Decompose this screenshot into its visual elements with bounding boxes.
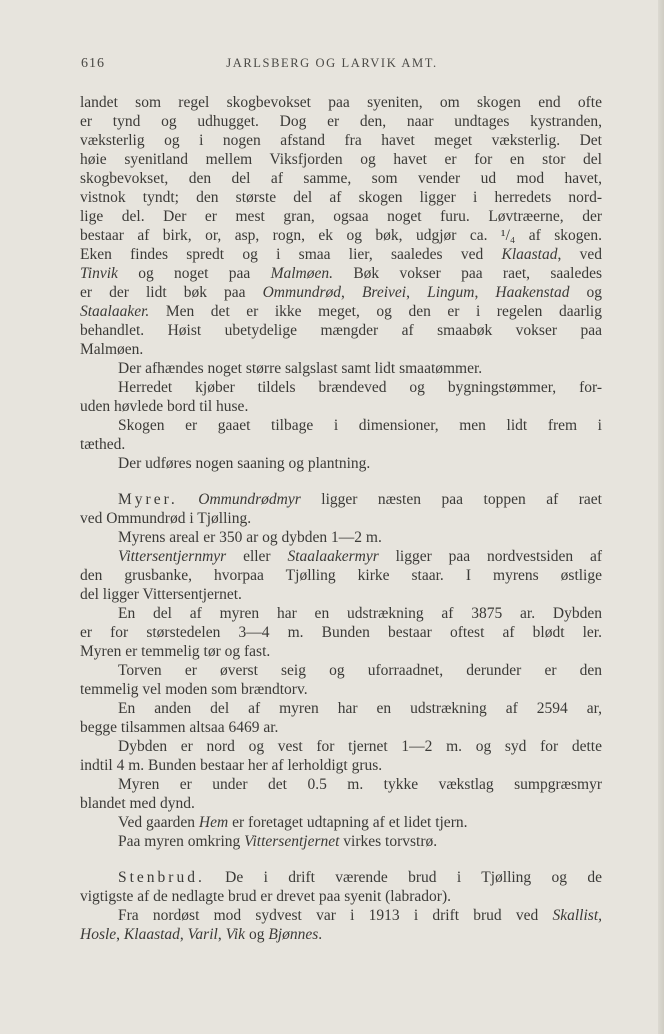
text-line: Eken findes spredt og i smaa lier, saaledes ved Klaastad, ved <box>80 246 602 263</box>
paragraph <box>80 528 602 547</box>
section-heading: Stenbrud. <box>118 869 205 886</box>
body-text <box>80 93 602 944</box>
paragraph <box>80 868 602 906</box>
text-line: begge tilsammen altsaa 6469 ar. <box>80 719 279 736</box>
paragraph <box>80 813 602 832</box>
text-line: indtil 4 m. Bunden bestaar her af lerholdigt grus. <box>80 757 383 774</box>
text-line: er tynd og udhugget. Dog er den, naar undtages kystranden, <box>80 113 602 130</box>
page-header <box>0 56 664 76</box>
section-gap <box>80 851 602 868</box>
italic-name: Skallist, <box>552 907 602 924</box>
italic-name: Vittersentjernmyr <box>118 548 227 565</box>
text-line: er for størstedelen 3—4 m. Bunden bestaar oftest af blødt ler. <box>80 624 602 641</box>
page-number: 616 <box>81 56 105 71</box>
text-line: Stenbrud. De i drift værende brud i Tjølling og de <box>118 869 602 886</box>
text-line: behandlet. Høist ubetydelige mængder af smaabøk vokser paa <box>80 322 602 339</box>
paragraph <box>80 775 602 813</box>
text-line: er der lidt bøk paa Ommundrød, Breivei, Lingum, Haakenstad og <box>80 284 603 301</box>
paragraph <box>80 416 602 454</box>
paragraph <box>80 378 602 416</box>
text-line: Vittersentjernmyr eller Staalaakermyr ligger paa nordvestsiden af <box>118 548 602 565</box>
paragraph <box>80 454 602 473</box>
page-edge <box>658 0 664 1034</box>
text-line: Skogen er gaaet tilbage i dimensioner, men lidt frem i <box>118 417 602 434</box>
running-title: JARLSBERG OG LARVIK AMT. <box>226 56 438 70</box>
paragraph <box>80 906 602 944</box>
text-line: Der afhændes noget større salgslast samt lidt smaatømmer. <box>118 360 483 377</box>
paragraph <box>80 490 602 528</box>
text-line: Herredet kjøber tildels brændeved og bygningstømmer, for- <box>118 379 602 396</box>
paragraph <box>80 832 602 851</box>
text-line: Hosle, Klaastad, Varil, Vik og Bjønnes. <box>80 926 323 943</box>
italic-name: Ommundrød <box>262 284 341 301</box>
text-line: Torven er øverst seig og uforraadnet, derunder er den <box>118 662 602 679</box>
text-line: Dybden er nord og vest for tjernet 1—2 m. og syd for dette <box>118 738 602 755</box>
text-line: skogbevokset, den del af samme, som vender ud mod havet, <box>80 170 602 187</box>
text-line: Fra nordøst mod sydvest var i 1913 i drift brud ved Skallist, <box>118 907 602 924</box>
italic-name: Lingum <box>427 284 475 301</box>
paragraph <box>80 661 602 699</box>
italic-name: Malmøen. <box>270 265 334 282</box>
paragraph <box>80 93 602 359</box>
italic-name: Vittersentjernet <box>244 833 340 850</box>
text-line: del ligger Vittersentjernet. <box>80 586 242 603</box>
text-line: væksterlig og i nogen afstand fra havet meget væksterlig. Det <box>80 132 602 149</box>
text-line: Der udføres nogen saaning og plantning. <box>118 455 371 472</box>
text-line: Myrer. Ommundrødmyr ligger næsten paa toppen af raet <box>118 491 602 508</box>
paragraph <box>80 547 602 604</box>
italic-name: Tinvik <box>80 265 118 282</box>
italic-name: Klaastad <box>123 926 180 943</box>
italic-name: Ommundrødmyr <box>198 491 301 508</box>
text-line: blandet med dynd. <box>80 795 195 812</box>
italic-name: Hem <box>198 814 229 831</box>
italic-name: Breivei <box>361 284 407 301</box>
italic-name: Vik <box>225 926 246 943</box>
text-line: bestaar af birk, or, asp, rogn, ek og bøk, udgjør ca. ¹/₄ af skogen. <box>80 227 602 244</box>
text-line: Ved gaarden Hem er foretaget udtapning af et lidet tjern. <box>118 814 468 831</box>
text-line: den grusbanke, hvorpaa Tjølling kirke staar. I myrens østlige <box>80 567 602 584</box>
italic-name: Staalaakermyr <box>287 548 379 565</box>
text-line: ved Ommundrød i Tjølling. <box>80 510 252 527</box>
italic-name: Haakenstad <box>495 284 570 301</box>
text-line: vigtigste af de nedlagte brud er drevet paa syenit (labrador). <box>80 888 451 905</box>
italic-name: Bjønnes <box>268 926 319 943</box>
text-line: Malmøen. <box>80 341 144 358</box>
text-line: høie syenitland mellem Viksfjorden og havet er for en stor del <box>80 151 602 168</box>
italic-name: Hosle <box>80 926 117 943</box>
text-line: Staalaaker. Men det er ikke meget, og den er i regelen daarlig <box>80 303 602 320</box>
text-line: Myrens areal er 350 ar og dybden 1—2 m. <box>118 529 382 546</box>
text-line: Myren er under det 0.5 m. tykke vækstlag sumpgræsmyr <box>118 776 602 793</box>
text-line: Myren er temmelig tør og fast. <box>80 643 271 660</box>
text-line: landet som regel skogbevokset paa syeniten, om skogen end ofte <box>80 94 602 111</box>
italic-name: Varil <box>187 926 218 943</box>
section-heading: Myrer. <box>118 491 178 508</box>
paragraph <box>80 699 602 737</box>
text-line: temmelig vel moden som brændtorv. <box>80 681 308 698</box>
text-line: lige del. Der er mest gran, ogsaa noget furu. Løvtræerne, der <box>80 208 602 225</box>
text-line: Paa myren omkring Vittersentjernet virkes torvstrø. <box>118 833 438 850</box>
text-line: Tinvik og noget paa Malmøen. Bøk vokser paa raet, saaledes <box>80 265 602 282</box>
text-line: En anden del af myren har en udstrækning af 2594 ar, <box>118 700 602 717</box>
section-gap <box>80 473 602 490</box>
text-line: vistnok tyndt; den største del af skogen ligger i herredets nord- <box>80 189 602 206</box>
text-line: uden høvlede bord til huse. <box>80 398 249 415</box>
paragraph <box>80 604 602 661</box>
text-line: tæthed. <box>80 436 126 453</box>
text-line: En del af myren har en udstrækning af 3875 ar. Dybden <box>118 605 602 622</box>
italic-name: Staalaaker. <box>80 303 150 320</box>
paragraph <box>80 359 602 378</box>
paragraph <box>80 737 602 775</box>
italic-name: Klaastad <box>501 246 558 263</box>
